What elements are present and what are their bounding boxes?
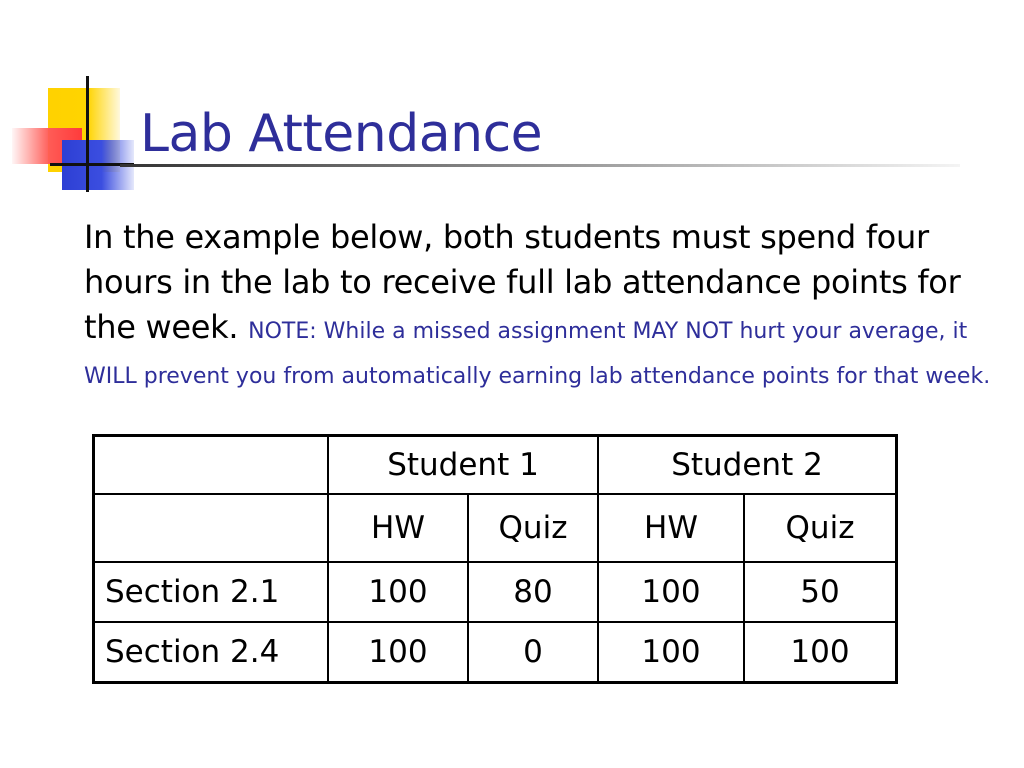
row-label-cell: Section 2.1 — [94, 562, 329, 622]
table-cell: 50 — [744, 562, 897, 622]
table-cell: 100 — [744, 622, 897, 683]
table-cell: 100 — [598, 562, 744, 622]
table-row — [94, 622, 897, 683]
header-corner-cell — [94, 436, 329, 495]
table-cell: 100 — [598, 622, 744, 683]
table-row — [94, 562, 897, 622]
title-underline — [120, 164, 960, 167]
note-text: NOTE: While a missed assignment MAY NOT hurt your average, it WILL prevent you from automatically earning lab attendance points for that week. — [84, 319, 991, 389]
header-student-2: Student 2 — [598, 436, 897, 495]
table-cell: 100 — [328, 622, 468, 683]
table-cell: 0 — [468, 622, 598, 683]
body-paragraph — [84, 215, 994, 395]
row-label-cell: Section 2.4 — [94, 622, 329, 683]
table-header-row-students — [94, 436, 897, 495]
slide-title: Lab Attendance — [140, 104, 543, 164]
header-student-1-quiz: Quiz — [468, 494, 598, 562]
decorative-vertical-line — [86, 76, 89, 192]
header-student-1: Student 1 — [328, 436, 598, 495]
table-cell: 80 — [468, 562, 598, 622]
body-main-text: In the example below, both students must spend four hours in the lab to receive full lab attendance points for the week. — [84, 218, 961, 346]
table-header-row-types — [94, 494, 897, 562]
header-blank-cell — [94, 494, 329, 562]
attendance-table — [92, 434, 898, 684]
header-student-2-quiz: Quiz — [744, 494, 897, 562]
header-student-2-hw: HW — [598, 494, 744, 562]
table-cell: 100 — [328, 562, 468, 622]
header-student-1-hw: HW — [328, 494, 468, 562]
